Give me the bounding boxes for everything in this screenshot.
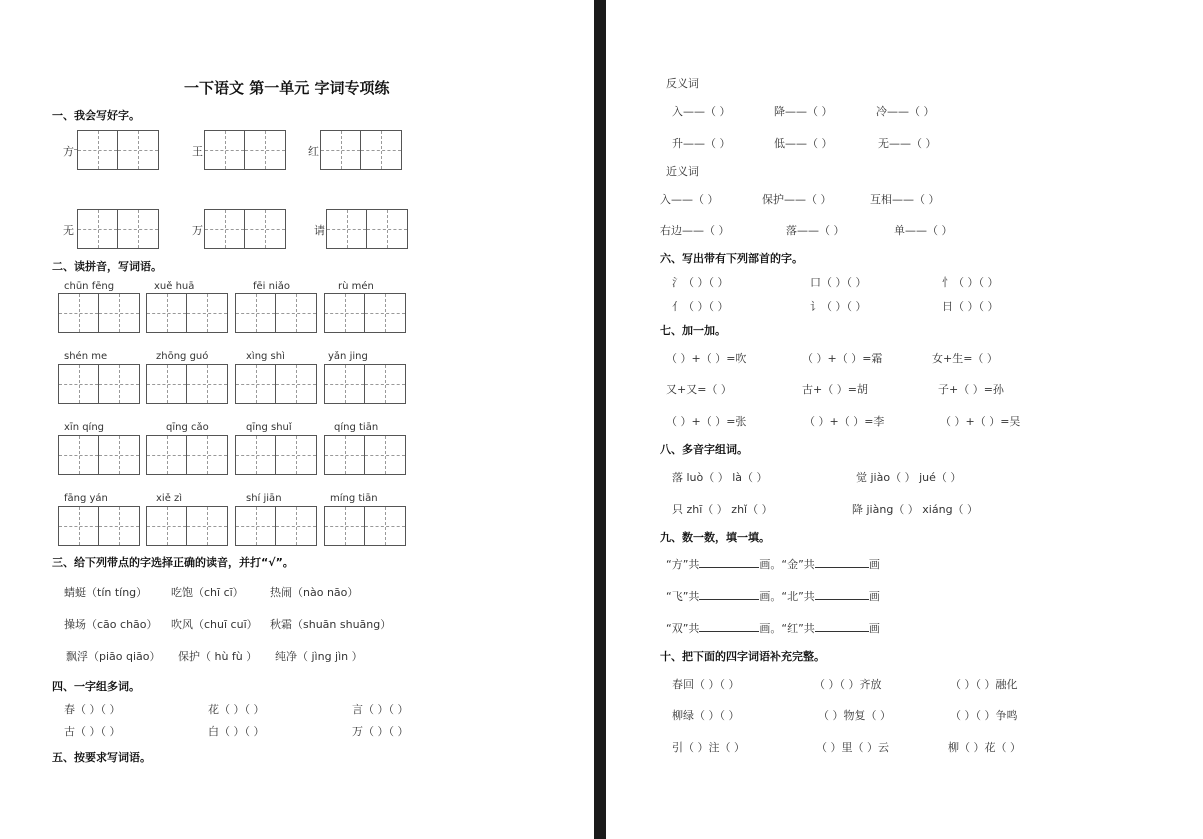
radical-item[interactable]: 日（ ）（ ） xyxy=(942,300,999,313)
writing-grid[interactable] xyxy=(58,435,140,475)
word-building-item[interactable]: 言（ ）（ ） xyxy=(352,703,409,716)
word-building-item[interactable]: 花（ ）（ ） xyxy=(208,703,265,716)
polyphone-item[interactable]: 只 zhī（ ） zhǐ（ ） xyxy=(672,503,773,516)
page-divider xyxy=(594,0,606,839)
pronunciation-choice[interactable]: 操场（cāo chāo） xyxy=(64,618,158,631)
practice-char-6: 请 xyxy=(314,224,325,237)
writing-grid[interactable] xyxy=(58,506,140,546)
pinyin-label: qíng tiān xyxy=(334,422,379,433)
radical-item[interactable]: 讠（ ）（ ） xyxy=(810,300,867,313)
synonym-item[interactable]: 右边——（ ） xyxy=(660,224,730,237)
section-4-heading: 四、一字组多词。 xyxy=(52,680,140,693)
character-addition-item[interactable]: 子+（ ）=孙 xyxy=(938,383,1004,396)
section-10-heading: 十、把下面的四字词语补充完整。 xyxy=(660,650,825,663)
section-3-heading: 三、给下列带点的字选择正确的读音，并打“√”。 xyxy=(52,556,294,569)
character-addition-item[interactable]: 古+（ ）=胡 xyxy=(802,383,868,396)
idiom-item[interactable]: 柳（ ）花（ ） xyxy=(948,741,1021,754)
pinyin-label: fēi niǎo xyxy=(253,281,290,292)
word-building-item[interactable]: 古（ ）（ ） xyxy=(64,725,121,738)
pinyin-label: qīng cǎo xyxy=(166,422,209,433)
antonym-item[interactable]: 升——（ ） xyxy=(672,137,731,150)
idiom-item[interactable]: 柳绿（ ）（ ） xyxy=(672,709,740,722)
writing-grid[interactable] xyxy=(326,209,408,249)
antonym-label: 反义词 xyxy=(666,77,699,90)
pronunciation-choice[interactable]: 飘浮（piāo qiāo） xyxy=(66,650,161,663)
antonym-item[interactable]: 低——（ ） xyxy=(774,137,833,150)
stroke-count-blank[interactable] xyxy=(699,589,759,600)
pronunciation-choice[interactable]: 吹风（chuī cuī） xyxy=(171,618,258,631)
polyphone-item[interactable]: 觉 jiào（ ） jué（ ） xyxy=(856,471,962,484)
character-addition-item[interactable]: （ ）+（ ）=李 xyxy=(804,415,885,428)
writing-grid[interactable] xyxy=(204,130,286,170)
antonym-item[interactable]: 冷——（ ） xyxy=(876,105,935,118)
writing-grid[interactable] xyxy=(235,506,317,546)
practice-char-1: 方 xyxy=(63,145,74,158)
writing-grid[interactable] xyxy=(77,130,159,170)
practice-char-4: 无 xyxy=(63,224,74,237)
writing-grid[interactable] xyxy=(58,293,140,333)
pinyin-label: chūn fēng xyxy=(64,281,115,292)
idiom-item[interactable]: （ ）（ ）齐放 xyxy=(814,678,882,691)
character-addition-item[interactable]: （ ）+（ ）=吴 xyxy=(940,415,1021,428)
writing-grid[interactable] xyxy=(146,506,228,546)
section-2-heading: 二、读拼音，写词语。 xyxy=(52,260,162,273)
stroke-count-blank[interactable] xyxy=(699,621,759,632)
worksheet-title: 一下语文 第一单元 字词专项练 xyxy=(184,79,390,97)
pronunciation-choice[interactable]: 吃饱（chī cī） xyxy=(171,586,244,599)
character-addition-item[interactable]: 又+又=（ ） xyxy=(666,383,732,396)
pinyin-label: rù mén xyxy=(338,281,374,292)
radical-item[interactable]: 氵（ ）（ ） xyxy=(672,276,729,289)
writing-grid[interactable] xyxy=(58,364,140,404)
idiom-item[interactable]: 引（ ）注（ ） xyxy=(672,741,745,754)
pronunciation-choice[interactable]: 纯净（ jìng jìn ） xyxy=(275,650,363,663)
right-page xyxy=(606,0,1203,839)
stroke-count-item: “双”共 画。“红”共 画 xyxy=(666,622,880,635)
pinyin-label: míng tiān xyxy=(330,493,378,504)
practice-char-3: 红 xyxy=(308,145,319,158)
writing-grid[interactable] xyxy=(146,435,228,475)
word-building-item[interactable]: 白（ ）（ ） xyxy=(208,725,265,738)
pinyin-label: qīng shuǐ xyxy=(246,422,292,433)
radical-item[interactable]: 忄（ ）（ ） xyxy=(942,276,999,289)
practice-char-5: 万 xyxy=(192,224,203,237)
writing-grid[interactable] xyxy=(324,293,406,333)
left-page xyxy=(0,0,594,839)
writing-grid[interactable] xyxy=(77,209,159,249)
character-addition-item[interactable]: （ ）+（ ）=吹 xyxy=(666,352,747,365)
pinyin-label: xuě huā xyxy=(154,281,195,292)
idiom-item[interactable]: （ ）（ ）争鸣 xyxy=(950,709,1018,722)
antonym-item[interactable]: 降——（ ） xyxy=(774,105,833,118)
section-9-heading: 九、数一数，填一填。 xyxy=(660,531,770,544)
synonym-item[interactable]: 入——（ ） xyxy=(660,193,719,206)
polyphone-item[interactable]: 落 luò（ ） là（ ） xyxy=(672,471,768,484)
idiom-item[interactable]: 春回（ ）（ ） xyxy=(672,678,740,691)
stroke-count-blank[interactable] xyxy=(699,557,759,568)
writing-grid[interactable] xyxy=(235,293,317,333)
stroke-count-blank[interactable] xyxy=(815,589,869,600)
stroke-count-blank[interactable] xyxy=(815,557,869,568)
idiom-item[interactable]: （ ）物复（ ） xyxy=(818,709,891,722)
antonym-item[interactable]: 无——（ ） xyxy=(878,137,937,150)
section-8-heading: 八、多音字组词。 xyxy=(660,443,748,456)
writing-grid[interactable] xyxy=(324,364,406,404)
pinyin-label: shí jiān xyxy=(246,493,282,504)
pronunciation-choice[interactable]: 保护（ hù fù ） xyxy=(178,650,258,663)
section-7-heading: 七、加一加。 xyxy=(660,324,726,337)
practice-char-2: 王 xyxy=(192,145,203,158)
stroke-count-blank[interactable] xyxy=(815,621,869,632)
pinyin-label: zhōng guó xyxy=(156,351,209,362)
character-addition-item[interactable]: 女+生=（ ） xyxy=(932,352,998,365)
radical-item[interactable]: 亻（ ）（ ） xyxy=(672,300,729,313)
word-building-item[interactable]: 春（ ）（ ） xyxy=(64,703,121,716)
writing-grid[interactable] xyxy=(146,364,228,404)
synonym-item[interactable]: 单——（ ） xyxy=(894,224,953,237)
pinyin-label: xiě zì xyxy=(156,493,183,504)
word-building-item[interactable]: 万（ ）（ ） xyxy=(352,725,409,738)
synonym-label: 近义词 xyxy=(666,165,699,178)
pinyin-label: yǎn jing xyxy=(328,351,368,362)
character-addition-item[interactable]: （ ）+（ ）=霜 xyxy=(802,352,883,365)
writing-grid[interactable] xyxy=(324,435,406,475)
synonym-item[interactable]: 互相——（ ） xyxy=(870,193,940,206)
character-addition-item[interactable]: （ ）+（ ）=张 xyxy=(666,415,747,428)
pronunciation-choice[interactable]: 蜻蜓（tín tíng） xyxy=(64,586,148,599)
radical-item[interactable]: 口（ ）（ ） xyxy=(810,276,867,289)
writing-grid[interactable] xyxy=(235,435,317,475)
section-5-heading: 五、按要求写词语。 xyxy=(52,751,151,764)
writing-grid[interactable] xyxy=(235,364,317,404)
stroke-count-item: “方”共 画。“金”共 画 xyxy=(666,558,880,571)
synonym-item[interactable]: 落——（ ） xyxy=(786,224,845,237)
pinyin-label: xìng shì xyxy=(246,351,285,362)
pinyin-label: fāng yán xyxy=(64,493,108,504)
section-6-heading: 六、写出带有下列部首的字。 xyxy=(660,252,803,265)
writing-grid[interactable] xyxy=(320,130,402,170)
pinyin-label: xīn qíng xyxy=(64,422,105,433)
stroke-count-item: “飞”共 画。“北”共 画 xyxy=(666,590,880,603)
writing-grid[interactable] xyxy=(146,293,228,333)
pronunciation-choice[interactable]: 热闹（nào nāo） xyxy=(270,586,359,599)
synonym-item[interactable]: 保护——（ ） xyxy=(762,193,832,206)
pinyin-label: shén me xyxy=(64,351,108,362)
idiom-item[interactable]: （ ）里（ ）云 xyxy=(816,741,889,754)
polyphone-item[interactable]: 降 jiàng（ ） xiáng（ ） xyxy=(852,503,979,516)
writing-grid[interactable] xyxy=(324,506,406,546)
writing-grid[interactable] xyxy=(204,209,286,249)
antonym-item[interactable]: 入——（ ） xyxy=(672,105,731,118)
idiom-item[interactable]: （ ）（ ）融化 xyxy=(950,678,1018,691)
section-1-heading: 一、我会写好字。 xyxy=(52,109,140,122)
pronunciation-choice[interactable]: 秋霜（shuān shuāng） xyxy=(270,618,392,631)
